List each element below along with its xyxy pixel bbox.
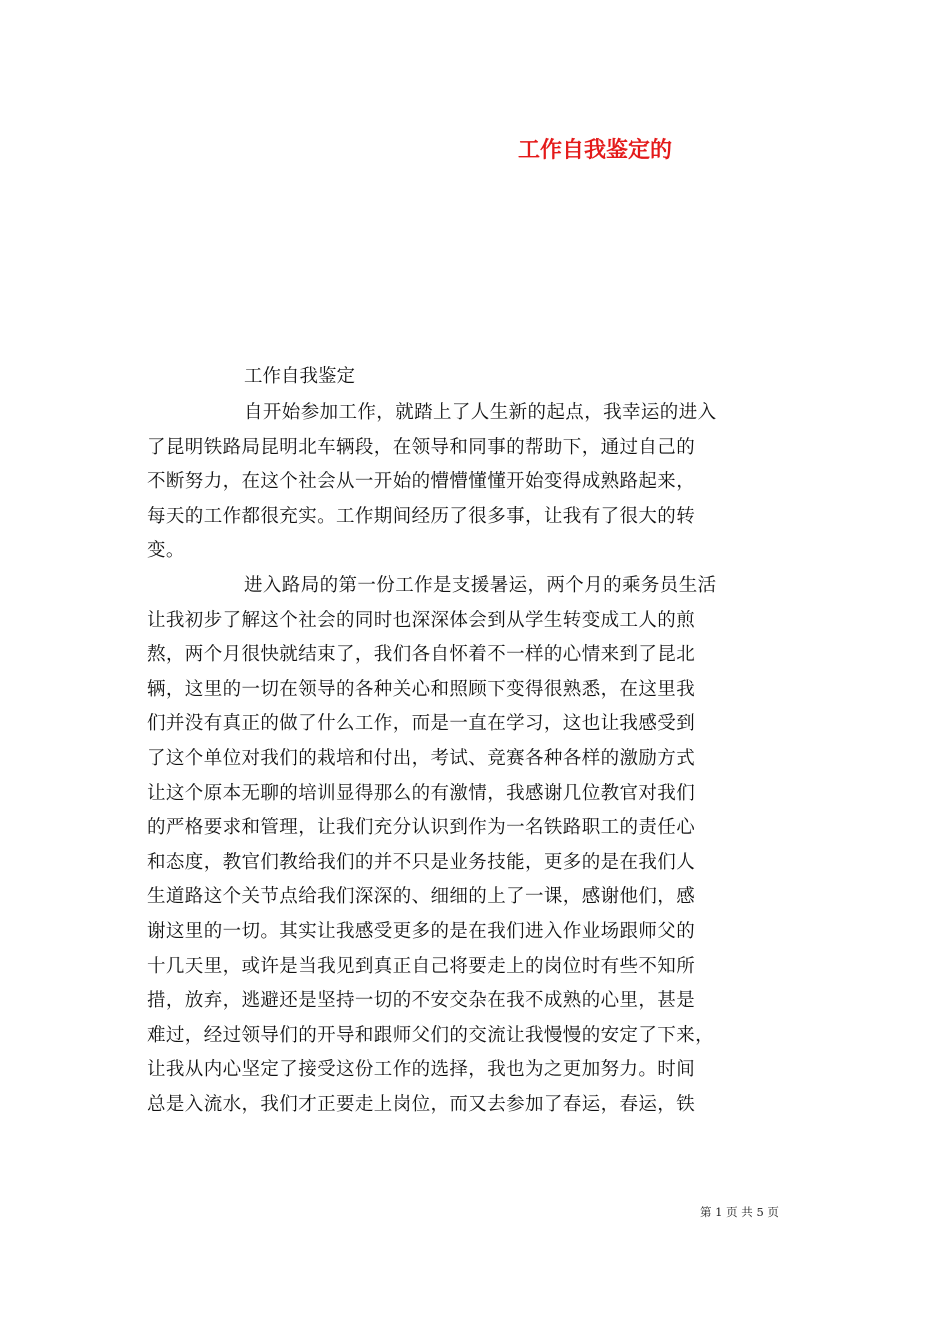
text-line: 不断努力，在这个社会从一开始的懵懵懂懂开始变得成熟路起来， (147, 471, 696, 493)
text-line: 总是入流水，我们才正要走上岗位，而又去参加了春运，春运，铁 (147, 1093, 696, 1115)
text-line: 进入路局的第一份工作是支援暑运，两个月的乘务员生活 (244, 574, 717, 596)
text-line: 让我初步了解这个社会的同时也深深体会到从学生转变成工人的煎 (147, 609, 696, 631)
text-line: 难过，经过领导们的开导和跟师父们的交流让我慢慢的安定了下来， (147, 1024, 715, 1046)
text-line: 的严格要求和管理，让我们充分认识到作为一名铁路职工的责任心 (147, 817, 696, 839)
text-line: 谢这里的一切。其实让我感受更多的是在我们进入作业场跟师父的 (147, 920, 696, 942)
text-line: 生道路这个关节点给我们深深的、细细的上了一课，感谢他们，感 (147, 886, 696, 908)
body-text (147, 396, 817, 1122)
text-line: 十几天里，或许是当我见到真正自己将要走上的岗位时有些不知所 (147, 955, 696, 977)
text-line: 和态度，教官们教给我们的并不只是业务技能，更多的是在我们人 (147, 851, 696, 873)
text-line: 了这个单位对我们的栽培和付出，考试、竞赛各种各样的激励方式 (147, 747, 696, 769)
text-line: 变。 (147, 540, 185, 562)
text-line: 了昆明铁路局昆明北车辆段，在领导和同事的帮助下，通过自己的 (147, 436, 696, 458)
text-line: 自开始参加工作，就踏上了人生新的起点，我幸运的进入 (244, 402, 717, 423)
text-line: 辆，这里的一切在领导的各种关心和照顾下变得很熟悉，在这里我 (147, 678, 696, 700)
text-line: 让我从内心坚定了接受这份工作的选择，我也为之更加努力。时间 (147, 1059, 696, 1081)
text-line: 让这个原本无聊的培训显得那么的有激情，我感谢几位教官对我们 (147, 782, 696, 804)
text-line: 每天的工作都很充实。工作期间经历了很多事，让我有了很大的转 (147, 505, 696, 527)
document-title: 工作自我鉴定的 (517, 137, 672, 163)
text-line: 们并没有真正的做了什么工作，而是一直在学习，这也让我感受到 (147, 713, 696, 735)
page-number: 第 1 页 共 5 页 (700, 1205, 779, 1219)
section-heading: 工作自我鉴定 (244, 366, 356, 387)
text-line: 熬，两个月很快就结束了，我们各自怀着不一样的心情来到了昆北 (147, 644, 696, 666)
text-line: 措，放弃，逃避还是坚持一切的不安交杂在我不成熟的心里，甚是 (147, 990, 696, 1012)
